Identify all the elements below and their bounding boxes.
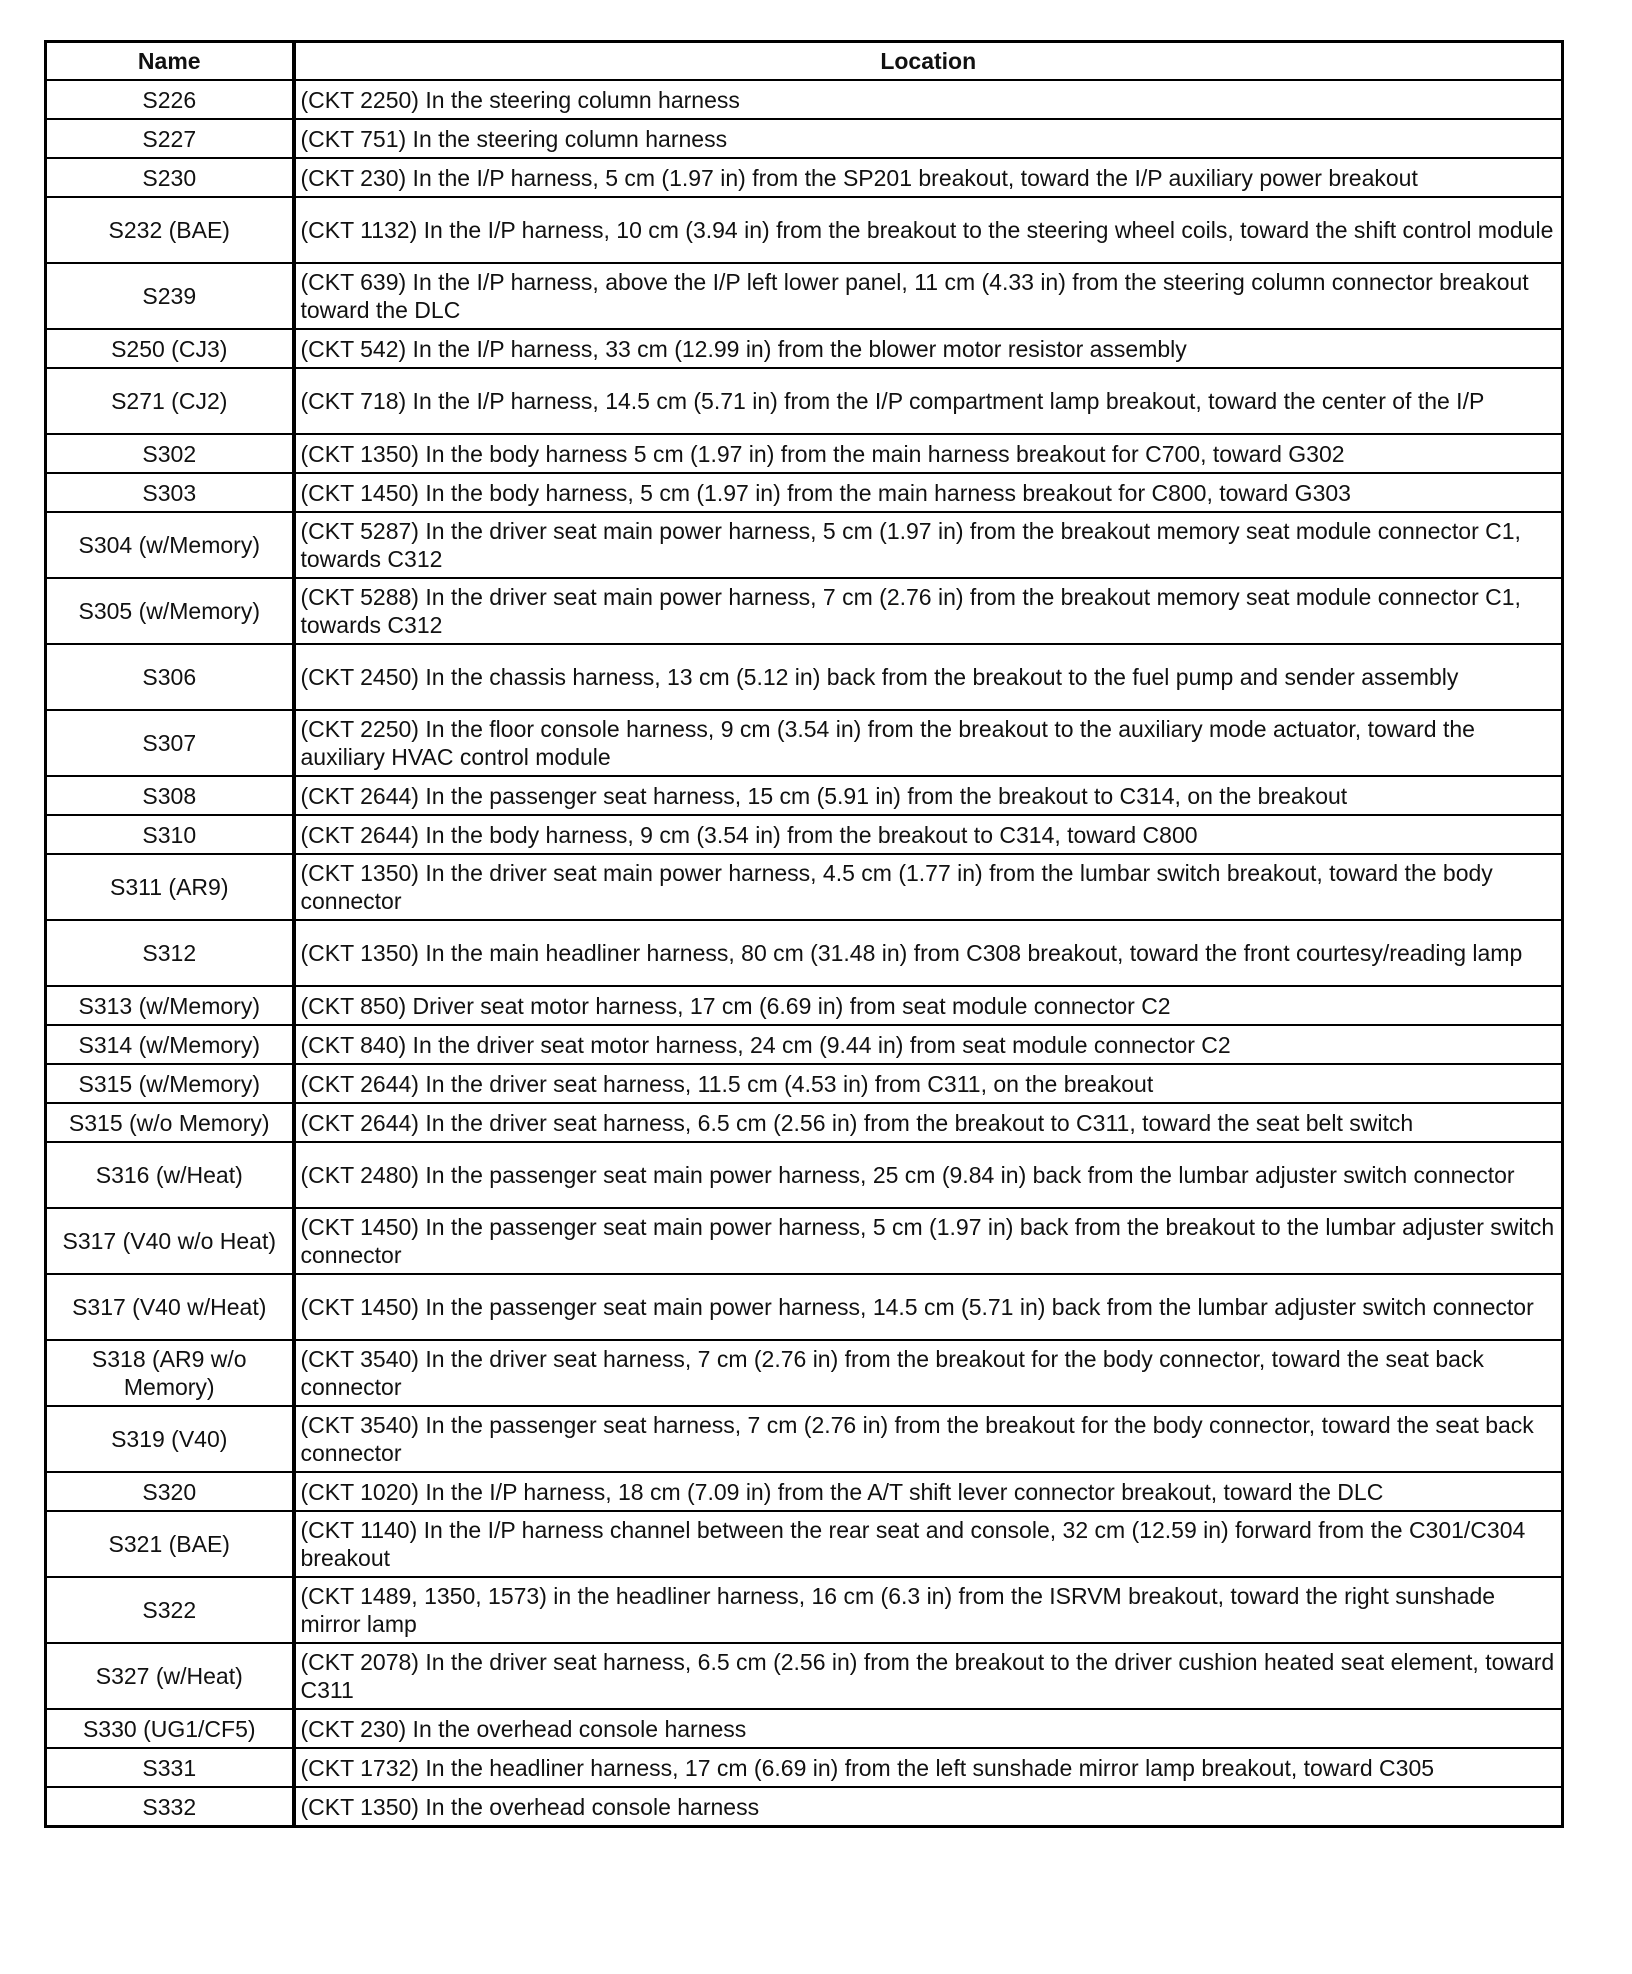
table-row	[46, 434, 1563, 473]
table-header-row	[46, 42, 1563, 81]
table-row	[46, 1274, 1563, 1340]
splice-location-cell: (CKT 840) In the driver seat motor harness, 24 cm (9.44 in) from seat module connector C2	[294, 1025, 1563, 1064]
table-row	[46, 1142, 1563, 1208]
splice-location-cell: (CKT 2644) In the driver seat harness, 6.5 cm (2.56 in) from the breakout to C311, toward the seat belt switch	[294, 1103, 1563, 1142]
splice-name-cell: S330 (UG1/CF5)	[46, 1709, 294, 1748]
splice-name-cell: S271 (CJ2)	[46, 368, 294, 434]
splice-name-cell: S319 (V40)	[46, 1406, 294, 1472]
splice-name-cell: S239	[46, 263, 294, 329]
splice-location-cell: (CKT 850) Driver seat motor harness, 17 cm (6.69 in) from seat module connector C2	[294, 986, 1563, 1025]
table-row	[46, 854, 1563, 920]
splice-name-cell: S314 (w/Memory)	[46, 1025, 294, 1064]
table-row	[46, 1064, 1563, 1103]
splice-name-cell: S230	[46, 158, 294, 197]
splice-location-cell: (CKT 5287) In the driver seat main power harness, 5 cm (1.97 in) from the breakout memory seat module connector C1, towards C312	[294, 512, 1563, 578]
splice-location-cell: (CKT 542) In the I/P harness, 33 cm (12.99 in) from the blower motor resistor assembly	[294, 329, 1563, 368]
splice-location-cell: (CKT 2078) In the driver seat harness, 6.5 cm (2.56 in) from the breakout to the driver cushion heated seat element, toward C311	[294, 1643, 1563, 1709]
splice-name-cell: S308	[46, 776, 294, 815]
table-row	[46, 512, 1563, 578]
table-row	[46, 1511, 1563, 1577]
table-row	[46, 1472, 1563, 1511]
splice-name-cell: S303	[46, 473, 294, 512]
table-row	[46, 1577, 1563, 1643]
table-row	[46, 197, 1563, 263]
splice-name-cell: S322	[46, 1577, 294, 1643]
splice-location-cell: (CKT 751) In the steering column harness	[294, 119, 1563, 158]
splice-name-cell: S250 (CJ3)	[46, 329, 294, 368]
splice-location-cell: (CKT 1020) In the I/P harness, 18 cm (7.09 in) from the A/T shift lever connector breakout, toward the DLC	[294, 1472, 1563, 1511]
table-row	[46, 644, 1563, 710]
splice-name-cell: S316 (w/Heat)	[46, 1142, 294, 1208]
splice-name-cell: S311 (AR9)	[46, 854, 294, 920]
splice-location-cell: (CKT 2644) In the driver seat harness, 11.5 cm (4.53 in) from C311, on the breakout	[294, 1064, 1563, 1103]
splice-location-cell: (CKT 2644) In the body harness, 9 cm (3.54 in) from the breakout to C314, toward C800	[294, 815, 1563, 854]
splice-location-cell: (CKT 5288) In the driver seat main power harness, 7 cm (2.76 in) from the breakout memory seat module connector C1, towards C312	[294, 578, 1563, 644]
splice-name-cell: S317 (V40 w/Heat)	[46, 1274, 294, 1340]
splice-location-cell: (CKT 1450) In the body harness, 5 cm (1.97 in) from the main harness breakout for C800, toward G303	[294, 473, 1563, 512]
splice-location-cell: (CKT 1350) In the overhead console harness	[294, 1787, 1563, 1827]
splice-name-cell: S305 (w/Memory)	[46, 578, 294, 644]
table-row	[46, 119, 1563, 158]
splice-location-cell: (CKT 2250) In the steering column harness	[294, 80, 1563, 119]
table-row	[46, 1643, 1563, 1709]
splice-location-cell: (CKT 1350) In the driver seat main power harness, 4.5 cm (1.77 in) from the lumbar switch breakout, toward the body connector	[294, 854, 1563, 920]
table-row	[46, 368, 1563, 434]
splice-name-cell: S320	[46, 1472, 294, 1511]
splice-location-cell: (CKT 1450) In the passenger seat main power harness, 5 cm (1.97 in) back from the breakout to the lumbar adjuster switch connector	[294, 1208, 1563, 1274]
table-row	[46, 815, 1563, 854]
splice-location-table	[44, 40, 1564, 1828]
splice-name-cell: S227	[46, 119, 294, 158]
splice-name-cell: S332	[46, 1787, 294, 1827]
splice-name-cell: S312	[46, 920, 294, 986]
splice-location-cell: (CKT 639) In the I/P harness, above the I/P left lower panel, 11 cm (4.33 in) from the steering column connector breakout toward the DLC	[294, 263, 1563, 329]
splice-location-cell: (CKT 1132) In the I/P harness, 10 cm (3.94 in) from the breakout to the steering wheel coils, toward the shift control module	[294, 197, 1563, 263]
splice-name-cell: S331	[46, 1748, 294, 1787]
splice-location-cell: (CKT 230) In the I/P harness, 5 cm (1.97 in) from the SP201 breakout, toward the I/P auxiliary power breakout	[294, 158, 1563, 197]
splice-name-cell: S327 (w/Heat)	[46, 1643, 294, 1709]
splice-location-cell: (CKT 2250) In the floor console harness, 9 cm (3.54 in) from the breakout to the auxiliary mode actuator, toward the auxiliary HVAC control module	[294, 710, 1563, 776]
splice-location-cell: (CKT 1350) In the main headliner harness, 80 cm (31.48 in) from C308 breakout, toward the front courtesy/reading lamp	[294, 920, 1563, 986]
table-row	[46, 158, 1563, 197]
splice-name-cell: S302	[46, 434, 294, 473]
splice-name-cell: S226	[46, 80, 294, 119]
splice-location-cell: (CKT 1450) In the passenger seat main power harness, 14.5 cm (5.71 in) back from the lumbar adjuster switch connector	[294, 1274, 1563, 1340]
splice-location-cell: (CKT 718) In the I/P harness, 14.5 cm (5.71 in) from the I/P compartment lamp breakout, toward the center of the I/P	[294, 368, 1563, 434]
splice-name-cell: S310	[46, 815, 294, 854]
splice-name-cell: S317 (V40 w/o Heat)	[46, 1208, 294, 1274]
table-row	[46, 986, 1563, 1025]
splice-location-cell: (CKT 1732) In the headliner harness, 17 cm (6.69 in) from the left sunshade mirror lamp breakout, toward C305	[294, 1748, 1563, 1787]
splice-name-cell: S315 (w/o Memory)	[46, 1103, 294, 1142]
splice-location-cell: (CKT 230) In the overhead console harness	[294, 1709, 1563, 1748]
splice-name-cell: S315 (w/Memory)	[46, 1064, 294, 1103]
splice-location-cell: (CKT 2480) In the passenger seat main power harness, 25 cm (9.84 in) back from the lumbar adjuster switch connector	[294, 1142, 1563, 1208]
splice-location-cell: (CKT 1489, 1350, 1573) in the headliner harness, 16 cm (6.3 in) from the ISRVM breakout, toward the right sunshade mirror lamp	[294, 1577, 1563, 1643]
table-row	[46, 473, 1563, 512]
splice-location-cell: (CKT 1350) In the body harness 5 cm (1.97 in) from the main harness breakout for C700, toward G302	[294, 434, 1563, 473]
splice-location-cell: (CKT 3540) In the passenger seat harness, 7 cm (2.76 in) from the breakout for the body connector, toward the seat back connector	[294, 1406, 1563, 1472]
splice-location-cell: (CKT 2644) In the passenger seat harness, 15 cm (5.91 in) from the breakout to C314, on the breakout	[294, 776, 1563, 815]
table-row	[46, 1025, 1563, 1064]
table-row	[46, 1103, 1563, 1142]
splice-location-cell: (CKT 1140) In the I/P harness channel between the rear seat and console, 32 cm (12.59 in) forward from the C301/C304 breakout	[294, 1511, 1563, 1577]
table-row	[46, 776, 1563, 815]
table-row	[46, 710, 1563, 776]
table-row	[46, 1208, 1563, 1274]
splice-name-cell: S313 (w/Memory)	[46, 986, 294, 1025]
table-row	[46, 329, 1563, 368]
table-row	[46, 1406, 1563, 1472]
splice-name-cell: S306	[46, 644, 294, 710]
table-row	[46, 578, 1563, 644]
table-row	[46, 1787, 1563, 1827]
table-row	[46, 1748, 1563, 1787]
column-header-location: Location	[294, 42, 1563, 81]
column-header-name: Name	[46, 42, 294, 81]
splice-name-cell: S304 (w/Memory)	[46, 512, 294, 578]
table-row	[46, 1340, 1563, 1406]
splice-name-cell: S307	[46, 710, 294, 776]
splice-name-cell: S318 (AR9 w/o Memory)	[46, 1340, 294, 1406]
table-row	[46, 80, 1563, 119]
table-row	[46, 263, 1563, 329]
table-row	[46, 920, 1563, 986]
splice-location-cell: (CKT 3540) In the driver seat harness, 7 cm (2.76 in) from the breakout for the body connector, toward the seat back connector	[294, 1340, 1563, 1406]
splice-location-cell: (CKT 2450) In the chassis harness, 13 cm (5.12 in) back from the breakout to the fuel pump and sender assembly	[294, 644, 1563, 710]
splice-name-cell: S321 (BAE)	[46, 1511, 294, 1577]
splice-name-cell: S232 (BAE)	[46, 197, 294, 263]
table-row	[46, 1709, 1563, 1748]
